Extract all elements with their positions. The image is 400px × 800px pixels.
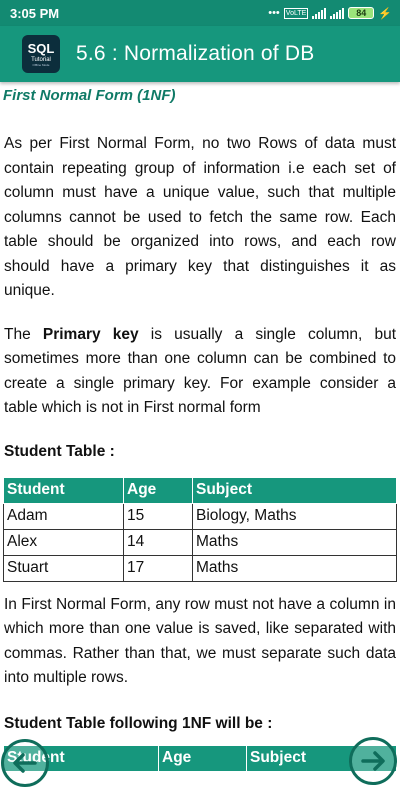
- header-age: Age: [124, 477, 193, 503]
- logo-text-tutorial: Tutorial: [31, 56, 51, 63]
- student-table-heading: Student Table :: [4, 442, 115, 460]
- arrow-left-icon: [10, 748, 40, 778]
- cell-subject: Maths: [193, 555, 397, 581]
- status-bar: [0, 0, 400, 26]
- app-bar: [0, 26, 400, 82]
- cell-age: 17: [124, 555, 193, 581]
- app-logo: [22, 35, 60, 73]
- back-button[interactable]: [1, 739, 49, 787]
- battery-level: 84: [356, 8, 367, 18]
- volte-icon: VoLTE: [285, 9, 307, 17]
- cell-student: Adam: [4, 503, 124, 529]
- header-student: Student: [4, 477, 124, 503]
- paragraph-1nf-definition: As per First Normal Form, no two Rows of data must contain repeating group of information i.e each set of column must have a unique value, such that multiple columns cannot be used to fetch the same row. Each table should be organized into rows, and each row should have a primary key that distinguishes it as unique.: [4, 135, 396, 299]
- logo-text-mode: Offline Mode: [32, 62, 50, 67]
- paragraph-1nf-rule: In First Normal Form, any row must not have a column in which more than one value is saved, like separated with commas. Rather than that, we must separate such data into multiple rows.: [4, 595, 396, 686]
- status-icons: [268, 7, 392, 20]
- student-table-1nf: [3, 745, 397, 772]
- paragraph-primary-key: [0, 323, 400, 421]
- status-time: 3:05 PM: [10, 5, 60, 21]
- signal-icon: [312, 8, 326, 19]
- arrow-right-icon: [358, 746, 388, 776]
- battery-icon: [348, 7, 374, 19]
- notification-dots: •••: [268, 7, 280, 19]
- header-student: Student: [4, 745, 159, 771]
- table-header-row: [4, 745, 397, 771]
- para2-text-a: The: [4, 325, 43, 343]
- cell-student: Alex: [4, 529, 124, 555]
- header-age: Age: [159, 745, 247, 771]
- next-button[interactable]: [349, 737, 397, 785]
- charging-icon: ⚡: [378, 7, 392, 20]
- student-table-1nf-heading: Student Table following 1NF will be :: [4, 714, 273, 732]
- primary-key-term: Primary key: [42, 325, 139, 343]
- table-header-row: [4, 477, 397, 503]
- cell-subject: Maths: [193, 529, 397, 555]
- section-title: First Normal Form (1NF): [3, 87, 176, 104]
- table-row: [4, 503, 397, 529]
- cell-age: 15: [124, 503, 193, 529]
- student-table: [3, 477, 397, 582]
- para2-text-b: is usually a single column, but sometimes more than one column can be combined to create a single primary key. For example consider a table which is not in First normal form: [4, 325, 397, 416]
- table-row: [4, 555, 397, 581]
- header-subject: Subject: [247, 745, 397, 771]
- table-row: [4, 529, 397, 555]
- header-subject: Subject: [193, 477, 397, 503]
- cell-age: 14: [124, 529, 193, 555]
- page-title: 5.6 : Normalization of DB: [76, 42, 315, 65]
- cell-student: Stuart: [4, 555, 124, 581]
- logo-text-sql: SQL: [27, 40, 55, 56]
- signal-icon-2: [330, 8, 344, 19]
- lesson-content[interactable]: [0, 82, 400, 772]
- cell-subject: Biology, Maths: [193, 503, 397, 529]
